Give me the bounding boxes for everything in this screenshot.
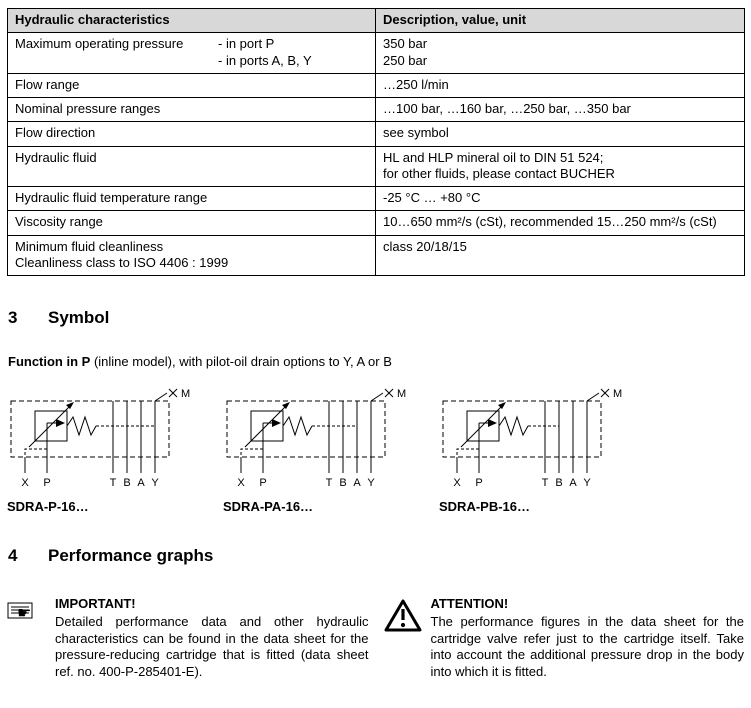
row-sublabels: - in port P - in ports A, B, Y [218, 36, 312, 68]
port-label-t: T [541, 477, 549, 487]
row-label: Flow direction [8, 122, 376, 146]
port-label-t: T [109, 477, 117, 487]
note-title: ATTENTION! [430, 596, 509, 611]
port-label-a: A [353, 477, 361, 487]
port-label-y: Y [367, 477, 375, 487]
row-label: Flow range [8, 73, 376, 97]
port-label-a: A [137, 477, 145, 487]
section-number: 4 [8, 546, 18, 565]
symbol-name: SDRA-P-16… [7, 499, 89, 514]
symbol-name: SDRA-PB-16… [439, 499, 531, 514]
port-label-x: X [237, 477, 245, 487]
port-label-m: M [613, 388, 623, 400]
section-title: Performance graphs [48, 546, 214, 565]
symbol-name: SDRA-PA-16… [223, 499, 314, 514]
section-heading-symbol [8, 308, 744, 328]
attention-note [383, 596, 745, 681]
symbol-sdra-pa [223, 385, 439, 514]
important-note [7, 596, 369, 681]
symbol-sdra-p [7, 385, 223, 514]
row-label: Nominal pressure ranges [8, 98, 376, 122]
row-label: Hydraulic fluid [8, 146, 376, 187]
row-value: class 20/18/15 [376, 235, 745, 276]
row-value: see symbol [376, 122, 745, 146]
symbols-row [7, 385, 744, 514]
hydraulic-symbol-diagram [7, 385, 207, 487]
svg-text:☛: ☛ [17, 603, 32, 622]
table-row [8, 211, 745, 235]
port-label-b: B [555, 477, 563, 487]
hydraulic-symbol-diagram [439, 385, 639, 487]
row-label: Minimum fluid cleanliness [15, 238, 164, 254]
table-row [8, 122, 745, 146]
section-title: Symbol [48, 308, 110, 327]
table-row [8, 146, 745, 187]
row-value: for other fluids, please contact BUCHER [383, 165, 615, 181]
note-text: Detailed performance data and other hydraulic characteristics can be found in the data sheet for the pressure-reducing cartridge that is fitted (data sheet ref. no. 400-P-285401-E). [55, 614, 369, 679]
note-text: The performance figures in the data sheet for the cartridge valve refer just to the cartridge itself. Take into account the additional pressure drop in the body into which it is fitted. [430, 614, 744, 679]
port-label-x: X [453, 477, 461, 487]
symbol-intro-text: Function in P (inline model), with pilot-oil drain options to Y, A or B [8, 354, 392, 369]
row-label: Maximum operating pressure [15, 36, 184, 52]
row-value: HL and HLP mineral oil to DIN 51 524; [383, 149, 604, 165]
port-label-p: P [43, 477, 51, 487]
hydraulic-symbol-diagram [223, 385, 423, 487]
notes-row [7, 596, 744, 681]
port-label-m: M [397, 388, 407, 400]
section-heading-performance-graphs [8, 546, 744, 566]
header-characteristics: Hydraulic characteristics [8, 9, 376, 33]
table-row [8, 33, 745, 74]
port-label-p: P [259, 477, 267, 487]
port-label-x: X [21, 477, 29, 487]
warning-triangle-icon [383, 598, 423, 634]
port-label-b: B [339, 477, 347, 487]
hydraulic-characteristics-table [7, 8, 745, 276]
port-label-a: A [569, 477, 577, 487]
table-header-row [8, 9, 745, 33]
symbol-sdra-pb [439, 385, 655, 514]
note-title: IMPORTANT! [55, 596, 136, 611]
row-label: Cleanliness class to ISO 4406 : 1999 [15, 254, 229, 270]
row-value: 350 bar [383, 36, 428, 52]
table-row [8, 98, 745, 122]
port-label-y: Y [583, 477, 591, 487]
table-row [8, 187, 745, 211]
port-label-t: T [325, 477, 333, 487]
pointing-hand-book-icon [7, 598, 41, 622]
port-label-m: M [181, 388, 191, 400]
table-row [8, 235, 745, 276]
row-label: Hydraulic fluid temperature range [8, 187, 376, 211]
table-row [8, 73, 745, 97]
section-number: 3 [8, 308, 18, 327]
port-label-p: P [475, 477, 483, 487]
row-value: …100 bar, …160 bar, …250 bar, …350 bar [376, 98, 745, 122]
row-label: Viscosity range [8, 211, 376, 235]
header-description: Description, value, unit [376, 9, 745, 33]
row-value: 250 bar [383, 52, 428, 68]
port-label-y: Y [151, 477, 159, 487]
port-label-b: B [123, 477, 131, 487]
row-value: 10…650 mm²/s (cSt), recommended 15…250 mm²/s (cSt) [376, 211, 745, 235]
row-value: …250 l/min [376, 73, 745, 97]
row-value: -25 °C … +80 °C [376, 187, 745, 211]
